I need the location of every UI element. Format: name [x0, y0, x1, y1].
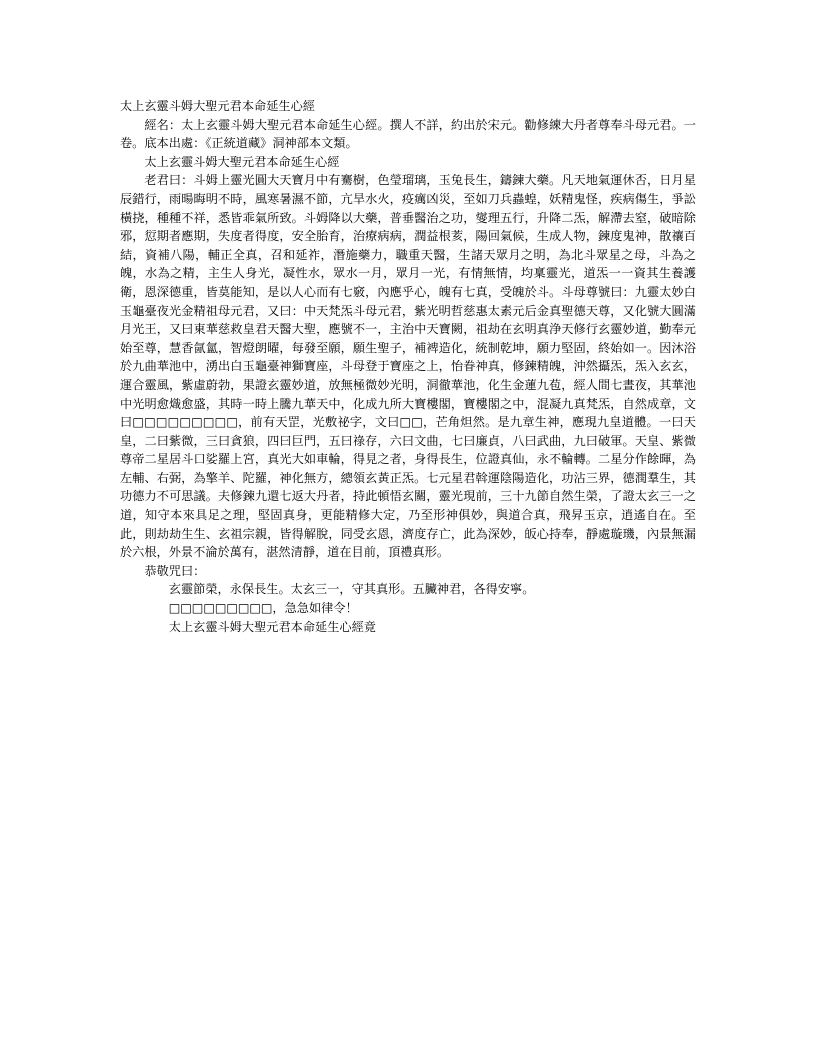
- document-subtitle: 太上玄靈斗姆大聖元君本命延生心經: [144, 154, 340, 169]
- document-body: 老君曰：斗姆上靈光圓大天寶月中有騫樹，色瑩瑠璃，玉兔長生，鑄鍊大藥。凡天地氣運休否，日月星辰錯行，雨暘晦明不時，風寒暑濕不節，亢旱水火，疫癘凶災，至如刀兵蟲蝗，妖精鬼怪，疾病傷生，爭訟橫挠，種種不祥，悉皆乖氣所致。斗姆降以大藥，普垂醫治之功，燮理五行，升降二炁，解滯去窒，破暗除邪，愆期者應期，失度者得度，安全胎育，治療病病，潤益根荄，陽回氣候，生成人物，鍊度鬼神，散禳百結，資補八陽，輔正全真，召和延祚，潛施藥力，職重天醫，生諸天眾月之明，為北斗眾星之母，斗為之魄，水為之精，主生人身光，凝性水，眾水一月，眾月一光，有情無情，均稟靈光，道炁一一資其生養護衛，恩深德重，皆莫能知，是以人心而有七竅，內應乎心，魄有七真，受魄於斗。斗母尊號曰：九靈太妙白玉龜臺夜光金精祖母元君，又曰：中天梵炁斗母元君，紫光明哲慈惠太素元后金真聖德天尊，又化號大圓滿月光王，又曰東華慈救皇君天醫大聖，應號不一，主治中天寶闕，祖劫在玄明真浄天修行玄靈妙道，勤奉元始至尊，慧香氤氳，智燈朗曜，每發至願，願生聖子，補裨造化，統制乾坤，願力堅固，終始如一。因沐浴於九曲華池中，湧出白玉龜臺神獅寶座，斗母登于寶座之上，怡眷神真，修鍊精魄，沖然攝炁，炁入玄玄，運合靈風，紫虛蔚勃，果證玄靈妙道，放無極微妙光明，洞徹華池，化生金蓮九苞，經人間七晝夜，其華池中光明愈熾愈盛，其時一時上騰九華天中，化成九所大寶樓閣，寶樓閣之中，混凝九真梵炁，自然成章，文曰□□□□□□□□□，前有天罡，光敷祕字，文曰□□，芒角炟然。是九章生神，應現九皇道體。一曰天皇，二曰紫微，三曰貪狼，四曰巨門，五曰祿存，六曰文曲，七曰廉貞，八曰武曲，九曰破軍。天皇、紫微尊帝二星居斗口娑羅上宮，真光大如車輪，得見之者，身得長生，位證真仙，永不輪轉。二星分作餘暉，為左輔、右弼，為擎羊、陀羅，神化無方，總領玄黃正炁。七元星君斡運陰陽造化，功沾三界，德潤羣生，其功德力不可思議。夫修鍊九還七返大丹者，持此頓悟玄關，靈光現前，三十九節自然生榮，了證太玄三一之道，知守本來具足之理，堅固真身，更能精修大定，乃至形神俱妙，與道合真，飛昇玉京，逍遙自在。至此，則劫劫生生、玄祖宗親，皆得解脫，同受玄恩，濟度存亡，此為深妙，皈心持奉，靜處璇璣，內景無漏於六根，外景不淪於萬有，湛然清靜，道在目前，頂禮真形。: [120, 173, 696, 560]
- document-ending: 太上玄靈斗姆大聖元君本命延生心經竟: [168, 619, 376, 634]
- document-meta: 經名：太上玄靈斗姆大聖元君本命延生心經。撰人不詳，約出於宋元。勸修練大丹者尊奉斗母元君。一卷。底本出處：《正統道藏》洞神部本文類。: [120, 117, 696, 151]
- document-page: [120, 97, 696, 636]
- verse-line-2: □□□□□□□□□，急急如律令！: [168, 601, 358, 616]
- verse-line-1: 玄靈節榮，永保長生。太玄三一，守其真形。五臟神君，各得安寧。: [168, 582, 535, 597]
- document-heading: 太上玄靈斗姆大聖元君本命延生心經: [120, 99, 315, 113]
- invocation-label: 恭敬咒曰：: [144, 563, 206, 578]
